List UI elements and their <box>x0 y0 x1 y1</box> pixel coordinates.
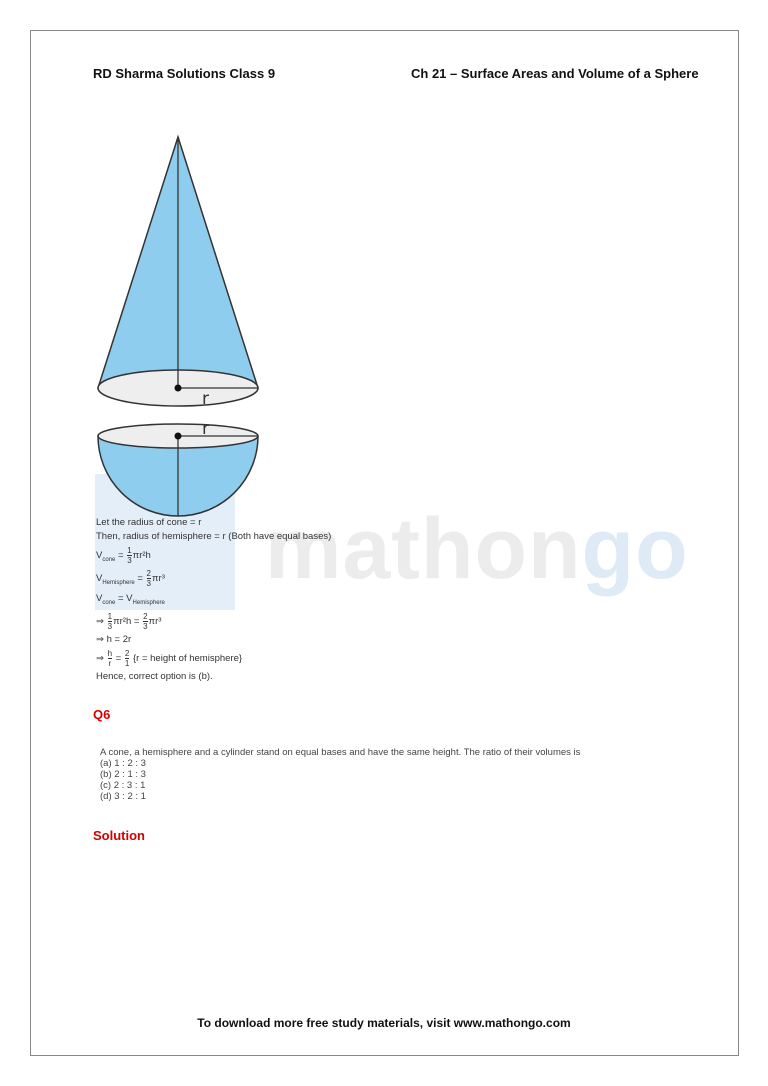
header-chapter-title: Ch 21 – Surface Areas and Volume of a Sphere <box>411 66 699 81</box>
question-text: A cone, a hemisphere and a cylinder stand on equal bases and have the same height. The ratio of their volumes is <box>100 747 581 758</box>
solution-steps <box>96 516 331 684</box>
option-b: (b) 2 : 1 : 3 <box>100 769 146 780</box>
cone-hemisphere-figure <box>90 130 270 520</box>
option-c: (c) 2 : 3 : 1 <box>100 780 146 791</box>
step-5: $V_{cone} = V_{Hemisphere}$ <box>96 592 165 606</box>
question-block <box>100 747 580 802</box>
watermark-brand-a: mathon <box>265 501 582 597</box>
option-d: (d) 3 : 2 : 1 <box>100 791 146 802</box>
step-3: $V_{cone}$ = $\frac{1}{3}$ πr²h <box>96 546 151 565</box>
question-label: Q6 <box>93 707 111 722</box>
watermark-brand-b: go <box>581 501 689 597</box>
step-1: Let the radius of cone = r <box>96 517 202 528</box>
step-7: ⇒ h = 2r <box>96 633 132 645</box>
header-book-title: RD Sharma Solutions Class 9 <box>93 66 276 81</box>
cone-radius-label: r <box>202 389 209 409</box>
solution-heading: Solution <box>93 828 145 843</box>
step-6: ⇒ $\frac{1}{3}$ πr²h = $\frac{2}{3}$ πr³ <box>96 611 162 631</box>
hemisphere-radius-label: r <box>202 419 209 439</box>
step-8: ⇒ $\frac{h}{r}$ = $\frac{2}{1}$ {r = height of hemisphere} <box>96 648 243 668</box>
step-9: Hence, correct option is (b). <box>96 670 213 682</box>
option-a: (a) 1 : 2 : 3 <box>100 758 146 769</box>
step-4: $V_{Hemisphere}$ = $\frac{2}{3}$ πr³ <box>96 568 165 588</box>
footer-text: To download more free study materials, visit www.mathongo.com <box>197 1016 571 1030</box>
step-2: Then, radius of hemisphere = r (Both have equal bases) <box>96 531 332 542</box>
